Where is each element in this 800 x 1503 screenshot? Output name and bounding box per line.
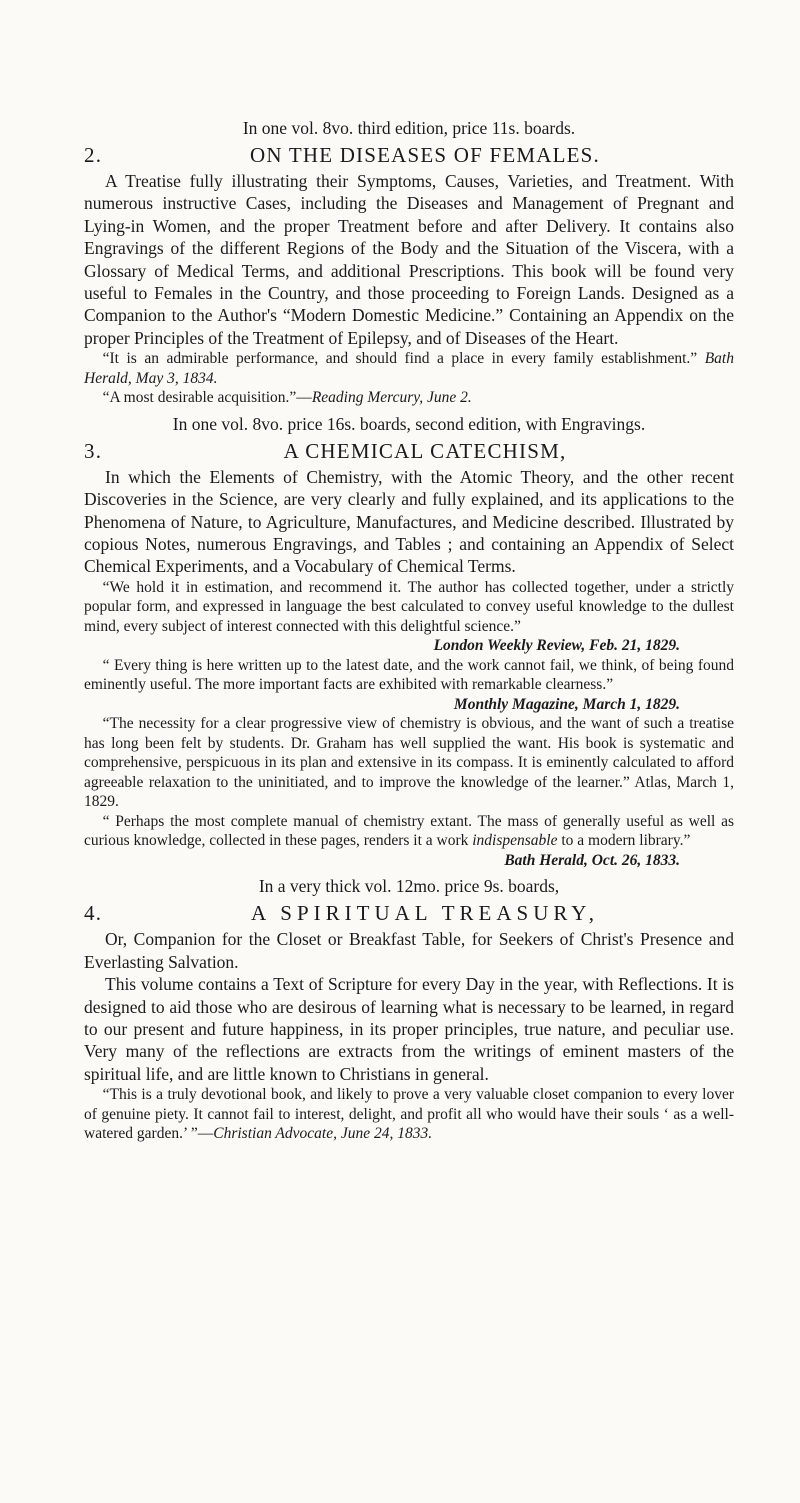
quote-text: “This is a truly devotional book, and likely to prove a very valuable closet companion to every lover of genuine piety. It cannot fail to interest, delight, and profit all who would have their souls ‘ as a well-watered garden.’ ”—: [84, 1086, 734, 1143]
section-heading: [84, 140, 734, 170]
quote-source: Monthly Magazine, March 1, 1829.: [453, 695, 680, 713]
quote-source: Bath Herald, May 3, 1834.: [84, 350, 734, 387]
section-description: This volume contains a Text of Scripture for every Day in the year, with Reflections. It is designed to aid those who are desirous of learning what is necessary to be learned, in regard to our present and future happiness, in its proper principles, true nature, and peculiar use. Very many of the reflections are extracts from the writings of eminent masters of the spiritual life, and are little known to Christians in general.: [84, 974, 734, 1084]
quote-emphasis: indispensable: [472, 832, 558, 850]
review-quote: [84, 1085, 734, 1144]
quote-source-line: [84, 851, 734, 871]
quote-source: Reading Mercury, June 2.: [311, 389, 472, 407]
section-number: 3.: [84, 438, 103, 463]
quote-source-line: [84, 695, 734, 715]
review-quote: “ Every thing is here written up to the latest date, and the work cannot fail, we think, of being found eminently useful. The more important facts are exhibited with remarkable clearness.”: [84, 656, 734, 694]
quote-text: “ Perhaps the most complete manual of chemistry extant. The mass of generally useful as well as curious knowledge, collected in these pages, renders it a work: [84, 812, 734, 850]
section-title: ON THE DISEASES OF FEMALES.: [250, 143, 600, 167]
review-quote: [84, 812, 734, 851]
publication-note: In a very thick vol. 12mo. price 9s. boards,: [258, 876, 560, 897]
section-number: 4.: [84, 901, 103, 926]
section-heading: [84, 436, 734, 466]
publication-note: In one vol. 8vo. third edition, price 11s. boards.: [242, 118, 576, 138]
section-description: A Treatise fully illustrating their Symptoms, Causes, Varieties, and Treatment. With numerous instructive Cases, including the Diseases and Management of Pregnant and Lying-in Women, and the proper Treatment before and after Delivery. It contains also Engravings of the different Regions of the Body and the Situation of the Viscera, with a Glossary of Medical Terms, and additional Prescriptions. This book will be found very useful to Females in the Country, and those proceeding to Foreign Lands. Designed as a Companion to the Author's “Modern Domestic Medicine.” Containing an Appendix on the proper Principles of the Treatment of Epilepsy, and of Diseases of the Heart.: [84, 171, 734, 348]
quote-text: “A most desirable acquisition.”—: [102, 389, 312, 407]
section-description: In which the Elements of Chemistry, with the Atomic Theory, and the other recent Discoveries in the Science, are very clearly and fully explained, and its applications to the Phenomena of Nature, to Agriculture, Manufactures, and Medicine described. Illustrated by copious Notes, numerous Engravings, and Tables ; and containing an Appendix of Select Chemical Experiments, and a Vocabulary of Chemical Terms.: [84, 466, 734, 577]
section-number: 2.: [84, 143, 103, 167]
review-quote: “We hold it in estimation, and recommend it. The author has collected together, under a strictly popular form, and expressed in language the best calculated to convey useful knowledge to the dullest mind, every subject of interest connected with this delightful science.”: [84, 578, 734, 635]
review-quote: [84, 349, 734, 388]
section-title: A CHEMICAL CATECHISM,: [283, 438, 567, 463]
section-title: A SPIRITUAL TREASURY,: [251, 901, 599, 926]
review-quote: “The necessity for a clear progressive view of chemistry is obvious, and the want of such a treatise has long been felt by students. Dr. Graham has well supplied the want. His book is systematic and comprehensive, perspicuous in its plan and extensive in its compass. It is eminently calculated to afford agreeable relaxation to the uninitiated, and to improve the knowledge of the learner.” Atlas, March 1, 1829.: [84, 715, 734, 811]
quote-text: “It is an admirable performance, and should find a place in every family establishment.”: [102, 350, 705, 368]
quote-source: London Weekly Review, Feb. 21, 1829.: [433, 637, 680, 655]
section-heading: [84, 898, 734, 928]
quote-source: Christian Advocate, June 24, 1833.: [213, 1125, 433, 1143]
text-column: [84, 116, 734, 1144]
review-quote: [84, 388, 734, 408]
quote-source: Bath Herald, Oct. 26, 1833.: [504, 851, 680, 869]
quote-source-line: [84, 636, 734, 656]
publication-note: In one vol. 8vo. price 16s. boards, second edition, with Engravings.: [172, 413, 646, 434]
section-subtitle: Or, Companion for the Closet or Breakfast Table, for Seekers of Christ's Presence and Everlasting Salvation.: [84, 929, 734, 972]
quote-text: to a modern library.”: [557, 832, 691, 850]
